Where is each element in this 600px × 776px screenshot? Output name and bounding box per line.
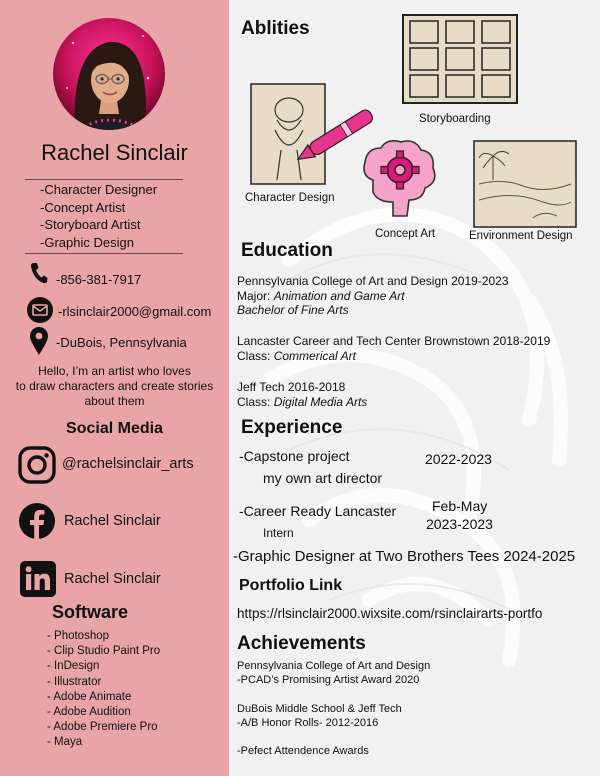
intro-line: about them (84, 394, 145, 408)
software-item: - Photoshop (47, 630, 110, 642)
instagram-icon[interactable] (18, 446, 56, 484)
software-item: - Maya (47, 736, 83, 749)
degree: Bachelor of Fine Arts (237, 303, 349, 317)
education-entry (237, 380, 597, 409)
achievement-group (237, 744, 369, 758)
storyboarding-illustration (402, 14, 518, 104)
experience-title: -Graphic Designer at Two Brothers Tees 2024-2025 (233, 548, 576, 565)
character-design-illustration (247, 80, 377, 190)
intro-line: Hello, I’m an artist who loves (38, 364, 191, 378)
class-label: Class: (237, 394, 274, 409)
experience-title: -Career Ready Lancaster (239, 503, 397, 519)
character-design-label: Character Design (245, 192, 335, 204)
roles-list (40, 181, 157, 251)
email-icon (26, 296, 54, 324)
experience-date: 2022-2023 (425, 451, 492, 467)
divider (25, 179, 183, 180)
intro-text (0, 364, 229, 409)
class-value: Commerical Art (273, 348, 356, 363)
facebook-name[interactable]: Rachel Sinclair (64, 513, 161, 529)
email-address[interactable]: -rlsinclair2000@gmail.com (58, 304, 212, 319)
experience-subtitle: my own art director (263, 470, 383, 486)
software-item: - Clip Studio Paint Pro (47, 645, 161, 658)
major-value: Animation and Game Art (273, 288, 405, 303)
facebook-icon[interactable] (18, 502, 56, 540)
school-name: Pennsylvania College of Art and Design 2019-2023 (237, 274, 509, 288)
linkedin-name[interactable]: Rachel Sinclair (64, 571, 161, 587)
experience-heading: Experience (241, 417, 343, 438)
linkedin-icon[interactable] (20, 561, 56, 597)
avatar (53, 18, 165, 130)
achievement-group (237, 702, 402, 730)
storyboarding-label: Storyboarding (419, 113, 491, 125)
software-heading: Software (52, 602, 129, 622)
phone-icon (30, 262, 48, 284)
class-label: Class: (237, 348, 274, 363)
instagram-handle[interactable]: @rachelsinclair_arts (62, 456, 194, 472)
achievement-line: Pennsylvania College of Art and Design (237, 660, 431, 672)
achievement-line: -Pefect Attendence Awards (237, 745, 369, 757)
phone-number: -856-381-7917 (56, 272, 142, 287)
achievement-line: DuBois Middle School & Jeff Tech (237, 703, 402, 715)
class-line (237, 395, 597, 410)
person-name: Rachel Sinclair (41, 140, 188, 165)
achievement-group (237, 659, 430, 687)
software-item: - InDesign (47, 660, 100, 673)
school-name: Jeff Tech 2016-2018 (237, 380, 346, 394)
sidebar (0, 0, 229, 776)
role-item: -Storyboard Artist (40, 217, 141, 232)
intro-line: to draw characters and create stories (15, 379, 214, 393)
experience-date: 2023-2023 (426, 516, 493, 532)
achievements-heading: Achievements (237, 633, 366, 654)
social-media-heading: Social Media (66, 420, 163, 437)
achievement-line: -PCAD’s Promising Artist Award 2020 (237, 674, 420, 686)
education-entry (237, 334, 600, 363)
portfolio-link[interactable]: https://rlsinclair2000.wixsite.com/rsinclairarts-portfo (237, 606, 543, 621)
divider (25, 253, 183, 254)
software-list (47, 629, 160, 751)
abilities-heading: Ablities (241, 18, 310, 39)
experience-subtitle: Intern (263, 526, 294, 540)
role-item: -Character Designer (40, 182, 158, 197)
major-line (237, 289, 597, 304)
concept-art-label: Concept Art (375, 228, 436, 240)
education-entry (237, 274, 597, 318)
environment-design-illustration (473, 140, 577, 228)
software-item: - Illustrator (47, 675, 102, 688)
experience-title: -Capstone project (239, 448, 350, 464)
environment-design-label: Environment Design (469, 230, 573, 242)
major-label: Major: (237, 288, 274, 303)
education-heading: Education (241, 240, 333, 261)
portfolio-heading: Portfolio Link (239, 577, 343, 594)
main-content (229, 0, 600, 776)
class-value: Digital Media Arts (273, 394, 368, 409)
class-line (237, 349, 600, 364)
location-text: -DuBois, Pennsylvania (56, 335, 187, 350)
school-name: Lancaster Career and Tech Center Brownstown 2018-2019 (237, 334, 551, 348)
achievement-line: -A/B Honor Rolls- 2012-2016 (237, 717, 379, 729)
role-item: -Graphic Design (40, 234, 134, 250)
software-item: - Adobe Audition (47, 706, 131, 719)
location-pin-icon (29, 326, 49, 356)
software-item: - Adobe Premiere Pro (47, 721, 158, 734)
concept-art-illustration (359, 136, 439, 220)
experience-date: Feb-May (432, 498, 488, 514)
software-item: - Adobe Animate (47, 690, 132, 703)
role-item: -Concept Artist (40, 199, 126, 215)
